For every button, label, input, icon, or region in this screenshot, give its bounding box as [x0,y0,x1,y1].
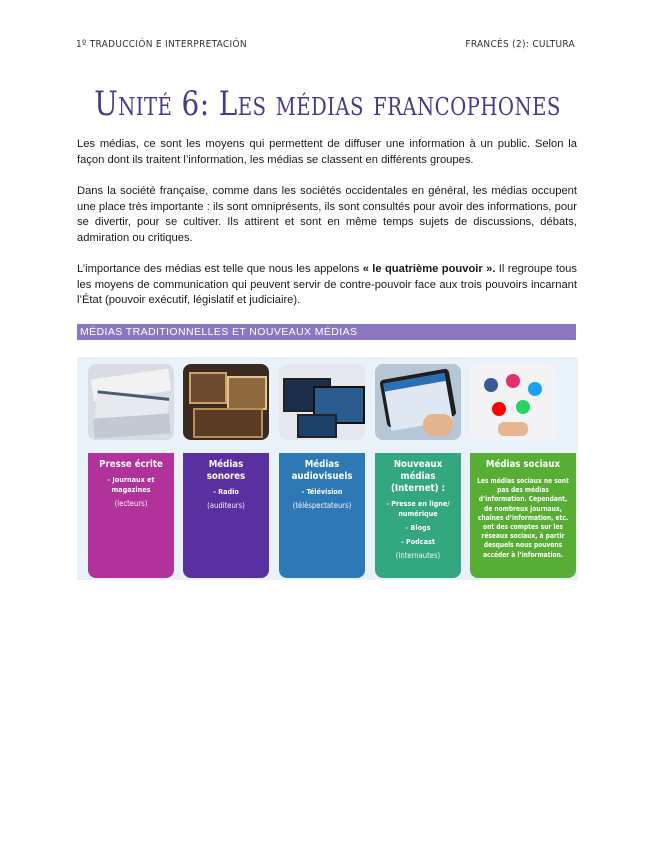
tv-screens-photo [279,364,365,440]
card-medias-sociaux [470,453,576,578]
card-audience: (auditeurs) [207,501,245,510]
radios-photo [183,364,269,440]
card-item: - Podcast [401,537,435,546]
header-left: 1º TRADUCCIÓN E INTERPRETACIÓN [76,39,247,50]
card-title: Médias audiovisuels [291,459,353,482]
card-nouveaux-medias [375,453,461,578]
card-item: - Journaux et magazines [107,475,155,494]
social-media-icons-photo [470,364,556,440]
section-heading: MÉDIAS TRADITIONNELLES ET NOUVEAUX MÉDIAS [77,324,576,340]
card-item: - Radio [213,487,239,496]
card-description: Les médias sociaux ne sont pas des médias d’information. Cependant, de nombreux journaux, chaînes d’information, etc. ont des comptes sur les réseaux sociaux, à partir desquels nous pouvons accéder à l’information. [477,477,569,559]
header-right: FRANCÉS (2): CULTURA [465,39,575,50]
p3-after: Il regroupe tous les moyens de communication qui peuvent servir de contre-pouvoir face aux trois pouvoirs incarnant l’État (pouvoir exécutif, législatif et judiciaire). [77,263,578,307]
paragraph-intro: Les médias, ce sont les moyens qui permettent de diffuser une information à un public. Selon la façon dont ils traitent l’information, les médias se classent en différents groupes. [77,138,577,166]
card-audience: (lecteurs) [114,499,148,508]
card-title: Médias sociaux [485,459,561,470]
card-item: - Télévision [301,487,343,496]
card-title: Nouveaux médias (Internet) : [390,459,446,494]
card-title: Médias sonores [206,459,246,482]
card-title: Presse écrite [99,459,163,470]
card-item: - Blogs [405,523,431,532]
media-infographic [77,357,578,580]
card-audience: (téléspectateurs) [292,501,352,510]
card-medias-audiovisuels [279,453,365,578]
card-item: - Presse en ligne/ numérique [386,499,450,518]
paragraph-fourth-power [77,262,577,309]
card-audience: (internautes) [395,551,441,560]
paragraph-society: Dans la société française, comme dans les sociétés occidentales en général, les médias occupent une place très importante : ils sont omniprésents, ils sont consultés pour avoir des informations, pour se divertir, pour se cultiver. Ils attirent et sont en même temps sujets de discussions, débats, admiration ou critiques. [77,185,577,244]
card-presse-ecrite [88,453,174,578]
newspapers-photo [88,364,174,440]
page-title: Unité 6: Les médias francophones [94,84,561,124]
card-medias-sonores [183,453,269,578]
p3-bold: « le quatrième pouvoir ». [362,263,496,275]
tablet-news-photo [375,364,461,440]
p3-before: L’importance des médias est telle que nous les appelons [77,263,363,275]
